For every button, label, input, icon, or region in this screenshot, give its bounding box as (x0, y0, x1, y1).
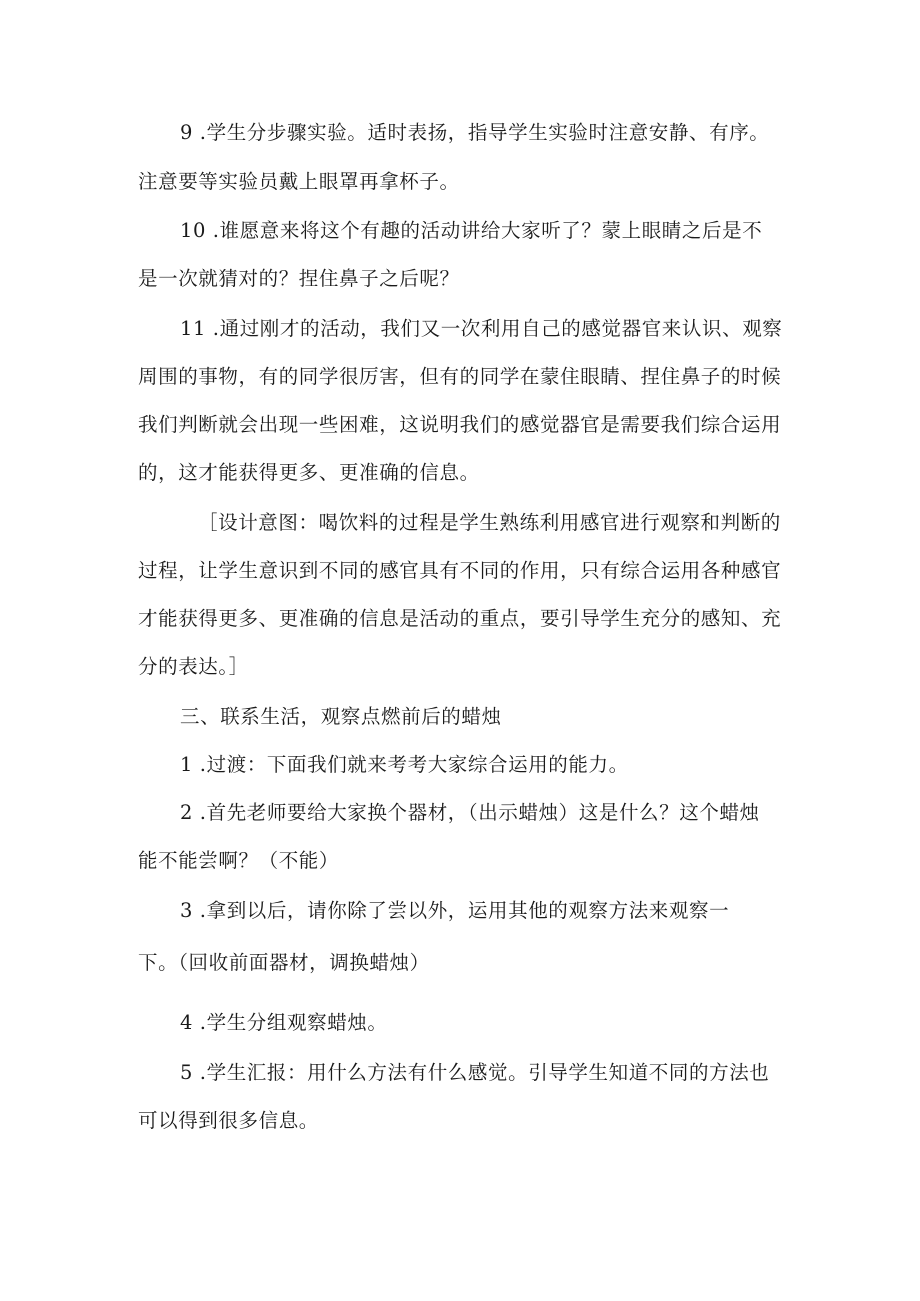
section-3-item-5-line-1: 5 .学生汇报：用什么方法有什么感觉。引导学生知道不同的方法也 (180, 1061, 770, 1084)
design-intent-line-1: ［设计意图：喝饮料的过程是学生熟练利用感官进行观察和判断的 (198, 511, 781, 534)
item-10-line-1: 10 .谁愿意来将这个有趣的活动讲给大家听了？蒙上眼睛之后是不 (180, 219, 763, 242)
section-3-item-2-line-2: 能不能尝啊？（不能） (138, 849, 340, 872)
design-intent-line-4: 分的表达。］ (138, 655, 249, 678)
item-11-line-3: 我们判断就会出现一些困难，这说明我们的感觉器官是需要我们综合运用 (138, 413, 782, 436)
section-3-item-3-line-2: 下。（回收前面器材，调换蜡烛） (138, 951, 430, 974)
section-3-item-3-line-1: 3 .拿到以后，请你除了尝以外，运用其他的观察方法来观察一 (180, 899, 730, 922)
section-3-item-4: 4 .学生分组观察蜡烛。 (180, 1011, 388, 1034)
design-intent-line-2: 过程，让学生意识到不同的感官具有不同的作用，只有综合运用各种感官 (138, 559, 782, 582)
section-3-item-2-line-1: 2 .首先老师要给大家换个器材，（出示蜡烛）这是什么？这个蜡烛 (180, 801, 760, 824)
section-3-item-5-line-2: 可以得到很多信息。 (138, 1109, 319, 1132)
design-intent-line-3: 才能获得更多、更准确的信息是活动的重点，要引导学生充分的感知、充 (138, 607, 782, 630)
section-3-item-1: 1 .过渡：下面我们就来考考大家综合运用的能力。 (180, 753, 629, 776)
item-9-line-2: 注意要等实验员戴上眼罩再拿杯子。 (138, 170, 460, 193)
item-11-line-1: 11 .通过刚才的活动，我们又一次利用自己的感觉器官来认识、观察 (180, 317, 783, 340)
item-10-line-2: 是一次就猜对的？捏住鼻子之后呢？ (138, 267, 460, 290)
item-11-line-4: 的，这才能获得更多、更准确的信息。 (138, 461, 480, 484)
item-9-line-1: 9 .学生分步骤实验。适时表扬，指导学生实验时注意安静、有序。 (180, 121, 770, 144)
item-11-line-2: 周围的事物，有的同学很厉害，但有的同学在蒙住眼睛、捏住鼻子的时候 (138, 365, 782, 388)
section-3-heading: 三、联系生活，观察点燃前后的蜡烛 (180, 705, 502, 728)
